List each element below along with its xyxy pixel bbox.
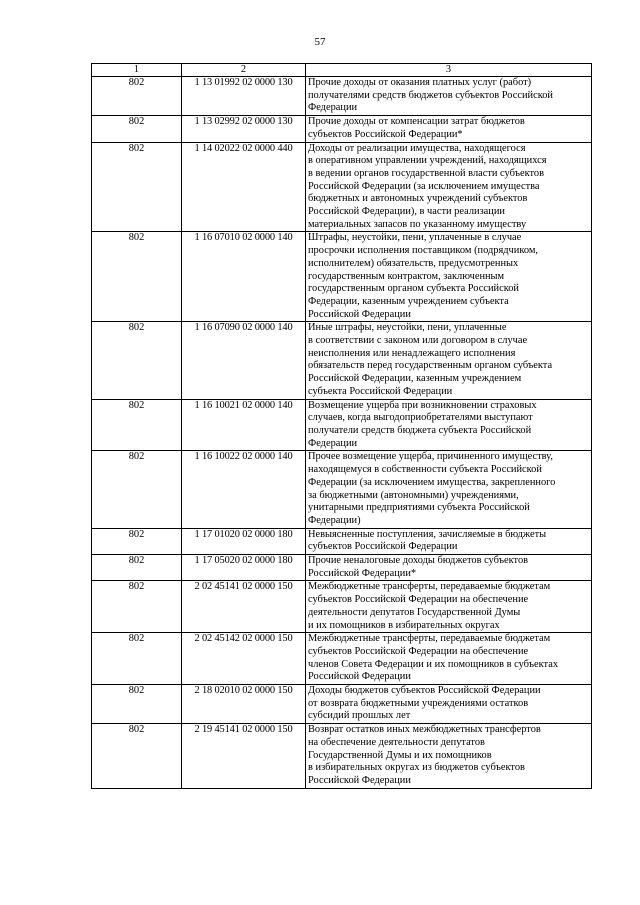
table-header-row: [92, 64, 592, 77]
income-name-line: в ведении органов государственной власти субъектов: [308, 167, 545, 179]
income-name-cell: [306, 555, 592, 581]
budget-classification-code-cell: 1 16 07010 02 0000 140: [182, 232, 306, 322]
budget-classification-code-cell: 1 13 02992 02 0000 130: [182, 116, 306, 142]
income-name-line: Прочие доходы от компенсации затрат бюджетов: [308, 116, 525, 128]
table-row: [92, 322, 592, 399]
income-name-line: субъекта Российской Федерации: [308, 385, 453, 397]
income-name-cell: [306, 77, 592, 116]
income-name-line: Российской Федерации), в части реализации: [308, 206, 505, 218]
admin-code-cell: 802: [92, 581, 182, 633]
table-row: [92, 685, 592, 724]
income-name-line: на обеспечение деятельности депутатов: [308, 736, 485, 748]
income-name-line: государственным органом субъекта Российской: [308, 283, 519, 295]
income-name-line: неисполнения или ненадлежащего исполнения: [308, 347, 516, 359]
budget-classification-code-cell: 2 02 45142 02 0000 150: [182, 633, 306, 685]
income-name-line: бюджетных и автономных учреждений субъектов: [308, 193, 528, 205]
income-name-line: субъектов Российской Федерации*: [308, 128, 463, 140]
budget-classification-code-cell: 1 16 10021 02 0000 140: [182, 399, 306, 451]
income-name-line: членов Совета Федерации и их помощников в субъектах: [308, 658, 559, 670]
table-row: [92, 451, 592, 528]
income-name-line: Российской Федерации: [308, 671, 411, 683]
income-name-line: Межбюджетные трансферты, передаваемые бюджетам: [308, 581, 551, 593]
admin-code-cell: 802: [92, 142, 182, 232]
income-name-line: Федерации): [308, 514, 361, 526]
income-name-line: Государственной Думы и их помощников: [308, 749, 492, 761]
income-name-line: в соответствии с законом или договором в случае: [308, 335, 528, 347]
income-name-line: и их помощников в избирательных округах: [308, 619, 500, 631]
income-name-line: в избирательных округах из бюджетов субъектов: [308, 762, 525, 774]
income-name-line: деятельности депутатов Государственной Думы: [308, 606, 521, 618]
income-name-line: исполнителем) обязательств, предусмотренных: [308, 257, 519, 269]
budget-classification-code-cell: 2 18 02010 02 0000 150: [182, 685, 306, 724]
income-name-line: субъектов Российской Федерации на обеспечение: [308, 594, 529, 606]
income-name-line: Доходы от реализации имущества, находящегося: [308, 142, 526, 154]
income-name-line: Штрафы, неустойки, пени, уплаченные в случае: [308, 232, 522, 244]
table-row: [92, 724, 592, 789]
income-name-line: субсидий прошлых лет: [308, 710, 411, 722]
income-name-cell: [306, 581, 592, 633]
admin-code-cell: 802: [92, 232, 182, 322]
admin-code-cell: 802: [92, 77, 182, 116]
budget-classification-code-cell: 2 02 45141 02 0000 150: [182, 581, 306, 633]
income-name-line: Межбюджетные трансферты, передаваемые бюджетам: [308, 633, 551, 645]
income-name-line: Доходы бюджетов субъектов Российской Федерации: [308, 685, 541, 697]
income-name-line: находящемуся в собственности субъекта Российской: [308, 464, 542, 476]
table-row: [92, 142, 592, 232]
table-row: [92, 528, 592, 554]
table-row: [92, 116, 592, 142]
income-name-cell: [306, 142, 592, 232]
income-name-cell: [306, 116, 592, 142]
admin-code-cell: 802: [92, 322, 182, 399]
income-name-line: в оперативном управлении учреждений, находящихся: [308, 155, 547, 167]
income-name-cell: [306, 724, 592, 789]
income-name-line: Российской Федерации: [308, 308, 411, 320]
budget-classification-code-cell: 2 19 45141 02 0000 150: [182, 724, 306, 789]
income-name-line: Прочее возмещение ущерба, причиненного имуществу,: [308, 451, 553, 463]
budget-classification-code-cell: 1 14 02022 02 0000 440: [182, 142, 306, 232]
income-name-line: Российской Федерации: [308, 774, 411, 786]
income-name-cell: [306, 451, 592, 528]
budget-classification-code-cell: 1 17 05020 02 0000 180: [182, 555, 306, 581]
budget-classification-code-cell: 1 13 01992 02 0000 130: [182, 77, 306, 116]
income-name-line: просрочки исполнения поставщиком (подрядчиком,: [308, 245, 539, 257]
budget-classification-code-cell: 1 16 10022 02 0000 140: [182, 451, 306, 528]
admin-code-cell: 802: [92, 399, 182, 451]
table-row: [92, 581, 592, 633]
income-name-line: Федерации: [308, 437, 358, 449]
income-name-cell: [306, 322, 592, 399]
budget-classification-code-cell: 1 16 07090 02 0000 140: [182, 322, 306, 399]
table-row: [92, 399, 592, 451]
income-name-line: Иные штрафы, неустойки, пени, уплаченные: [308, 322, 507, 334]
income-name-line: за бюджетными (автономными) учреждениями,: [308, 489, 519, 501]
admin-code-cell: 802: [92, 555, 182, 581]
income-name-line: Российской Федерации*: [308, 567, 417, 579]
income-name-line: Возврат остатков иных межбюджетных трансфертов: [308, 724, 541, 736]
income-name-line: Федерации (за исключением имущества, закрепленного: [308, 476, 556, 488]
income-name-cell: [306, 399, 592, 451]
income-name-line: получатели средств бюджета субъекта Российской: [308, 424, 532, 436]
income-name-cell: [306, 528, 592, 554]
admin-code-cell: 802: [92, 633, 182, 685]
income-name-line: Федерации, казенным учреждением субъекта: [308, 295, 509, 307]
income-name-line: субъектов Российской Федерации: [308, 541, 458, 553]
income-name-line: материальных запасов по указанному имуществу: [308, 218, 527, 230]
income-name-cell: [306, 232, 592, 322]
income-name-line: получателями средств бюджетов субъектов Российской: [308, 89, 553, 101]
income-name-line: Федерации: [308, 102, 358, 114]
header-col-1: 1: [92, 64, 182, 77]
admin-code-cell: 802: [92, 724, 182, 789]
table-row: [92, 633, 592, 685]
income-name-cell: [306, 633, 592, 685]
admin-code-cell: 802: [92, 685, 182, 724]
budget-classification-code-cell: 1 17 01020 02 0000 180: [182, 528, 306, 554]
income-name-line: субъектов Российской Федерации на обеспечение: [308, 645, 529, 657]
table-row: [92, 232, 592, 322]
income-name-line: обязательств перед государственным органом субъекта: [308, 360, 553, 372]
income-name-cell: [306, 685, 592, 724]
income-name-line: Прочие неналоговые доходы бюджетов субъектов: [308, 555, 529, 567]
income-name-line: Прочие доходы от оказания платных услуг (работ): [308, 77, 532, 88]
table-row: [92, 555, 592, 581]
table-body: [92, 77, 592, 789]
income-name-line: от возврата бюджетными учреждениями остатков: [308, 697, 529, 709]
income-name-line: унитарными предприятиями субъекта Российской: [308, 502, 530, 514]
income-name-line: Российской Федерации, казенным учреждением: [308, 373, 522, 385]
income-name-line: Невыясненные поступления, зачисляемые в бюджеты: [308, 528, 547, 540]
header-col-3: 3: [306, 64, 592, 77]
page-number: 57: [314, 36, 326, 48]
admin-code-cell: 802: [92, 116, 182, 142]
header-col-2: 2: [182, 64, 306, 77]
income-name-line: Возмещение ущерба при возникновении страховых: [308, 399, 537, 411]
table-row: [92, 77, 592, 116]
admin-code-cell: 802: [92, 528, 182, 554]
admin-code-cell: 802: [92, 451, 182, 528]
income-name-line: государственным контрактом, заключенным: [308, 270, 505, 282]
income-name-line: случаев, когда выгодоприобретателями выступают: [308, 412, 533, 424]
income-codes-table: [91, 63, 592, 789]
income-name-line: Российской Федерации (за исключением имущества: [308, 180, 540, 192]
